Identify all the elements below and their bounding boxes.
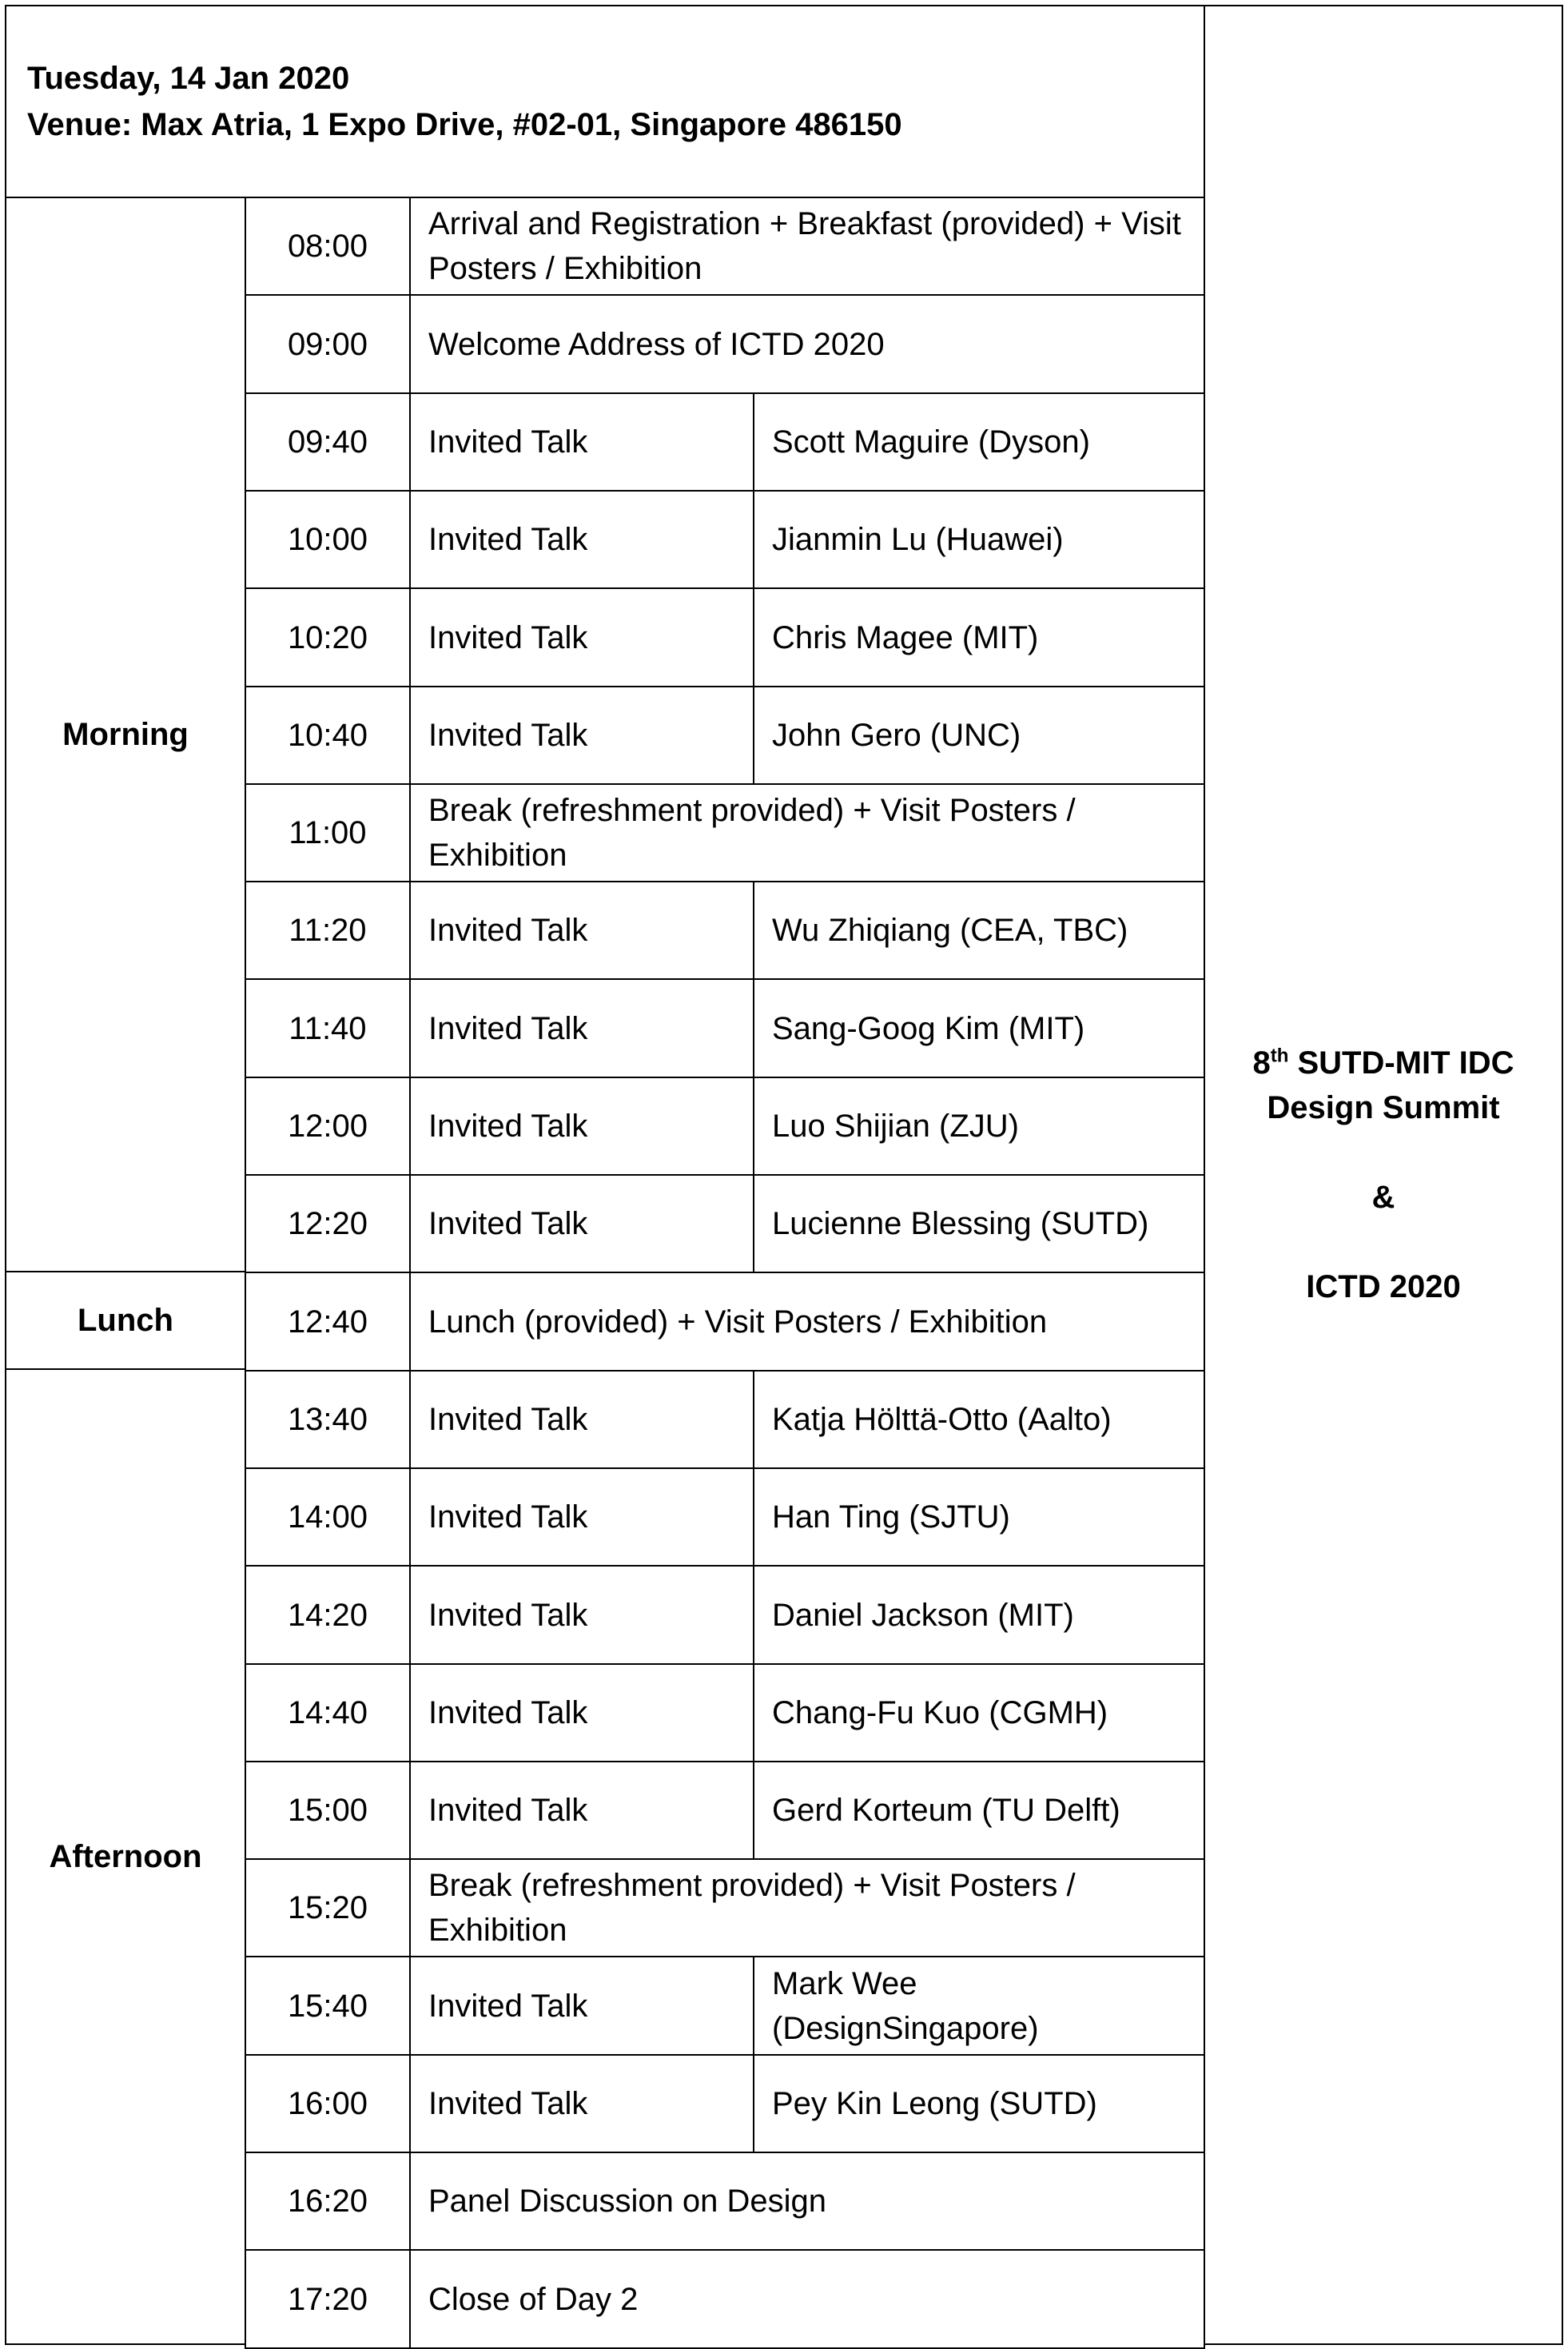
row-time: 11:40 <box>245 978 411 1078</box>
summit-title-line1: 8th SUTD-MIT IDC <box>1252 1045 1514 1081</box>
session-afternoon: Afternoon <box>5 1368 246 2345</box>
row-time: 12:00 <box>245 1077 411 1176</box>
row-activity: Arrival and Registration + Breakfast (provided) + Visit Posters / Exhibition <box>409 197 1205 296</box>
row-activity: Invited Talk <box>409 978 754 1078</box>
row-activity: Invited Talk <box>409 881 754 980</box>
row-activity: Invited Talk <box>409 1174 754 1273</box>
row-time: 15:20 <box>245 1858 411 1957</box>
row-speaker: Pey Kin Leong (SUTD) <box>753 2054 1205 2153</box>
row-activity: Invited Talk <box>409 686 754 785</box>
row-activity: Break (refreshment provided) + Visit Posters / Exhibition <box>409 783 1205 882</box>
row-activity: Invited Talk <box>409 1077 754 1176</box>
row-time: 09:00 <box>245 294 411 394</box>
row-speaker: John Gero (UNC) <box>753 686 1205 785</box>
row-time: 08:00 <box>245 197 411 296</box>
row-speaker: Sang-Goog Kim (MIT) <box>753 978 1205 1078</box>
row-speaker: Lucienne Blessing (SUTD) <box>753 1174 1205 1273</box>
row-activity: Invited Talk <box>409 1761 754 1860</box>
row-time: 14:00 <box>245 1467 411 1567</box>
row-time: 12:20 <box>245 1174 411 1273</box>
session-morning: Morning <box>5 197 246 1272</box>
row-activity: Invited Talk <box>409 490 754 589</box>
date-heading: Tuesday, 14 Jan 2020 <box>27 61 350 96</box>
row-activity: Invited Talk <box>409 1956 754 2056</box>
row-activity: Close of Day 2 <box>409 2249 1205 2349</box>
row-activity: Invited Talk <box>409 1467 754 1567</box>
row-speaker: Jianmin Lu (Huawei) <box>753 490 1205 589</box>
schedule-header <box>5 5 1205 198</box>
row-time: 09:40 <box>245 392 411 492</box>
row-activity: Invited Talk <box>409 1663 754 1762</box>
row-speaker: Wu Zhiqiang (CEA, TBC) <box>753 881 1205 980</box>
session-lunch: Lunch <box>5 1271 246 1370</box>
row-time: 14:20 <box>245 1565 411 1665</box>
row-speaker: Chang-Fu Kuo (CGMH) <box>753 1663 1205 1762</box>
row-time: 15:40 <box>245 1956 411 2056</box>
row-time: 15:00 <box>245 1761 411 1860</box>
row-time: 14:40 <box>245 1663 411 1762</box>
row-activity: Lunch (provided) + Visit Posters / Exhibition <box>409 1272 1205 1372</box>
summit-title-cell <box>1204 5 1563 2345</box>
row-time: 13:40 <box>245 1370 411 1469</box>
row-speaker: Luo Shijian (ZJU) <box>753 1077 1205 1176</box>
row-time: 12:40 <box>245 1272 411 1372</box>
row-activity: Invited Talk <box>409 1565 754 1665</box>
row-time: 17:20 <box>245 2249 411 2349</box>
row-speaker: Katja Hölttä‑Otto (Aalto) <box>753 1370 1205 1469</box>
row-time: 11:20 <box>245 881 411 980</box>
summit-title-line2: Design Summit <box>1267 1090 1500 1125</box>
row-activity: Welcome Address of ICTD 2020 <box>409 294 1205 394</box>
row-time: 10:20 <box>245 587 411 687</box>
row-activity: Panel Discussion on Design <box>409 2152 1205 2251</box>
summit-ampersand: & <box>1371 1180 1395 1215</box>
row-activity: Invited Talk <box>409 587 754 687</box>
row-speaker: Han Ting (SJTU) <box>753 1467 1205 1567</box>
row-speaker: Chris Magee (MIT) <box>753 587 1205 687</box>
row-time: 16:20 <box>245 2152 411 2251</box>
row-speaker: Gerd Korteum (TU Delft) <box>753 1761 1205 1860</box>
row-activity: Invited Talk <box>409 1370 754 1469</box>
row-speaker: Mark Wee (DesignSingapore) <box>753 1956 1205 2056</box>
row-time: 16:00 <box>245 2054 411 2153</box>
row-time: 10:40 <box>245 686 411 785</box>
row-time: 11:00 <box>245 783 411 882</box>
row-activity: Invited Talk <box>409 2054 754 2153</box>
summit-title-line3: ICTD 2020 <box>1306 1269 1461 1304</box>
row-time: 10:00 <box>245 490 411 589</box>
venue-heading: Venue: Max Atria, 1 Expo Drive, #02-01, Singapore 486150 <box>27 107 902 142</box>
row-speaker: Daniel Jackson (MIT) <box>753 1565 1205 1665</box>
row-activity: Invited Talk <box>409 392 754 492</box>
row-activity: Break (refreshment provided) + Visit Posters / Exhibition <box>409 1858 1205 1957</box>
row-speaker: Scott Maguire (Dyson) <box>753 392 1205 492</box>
